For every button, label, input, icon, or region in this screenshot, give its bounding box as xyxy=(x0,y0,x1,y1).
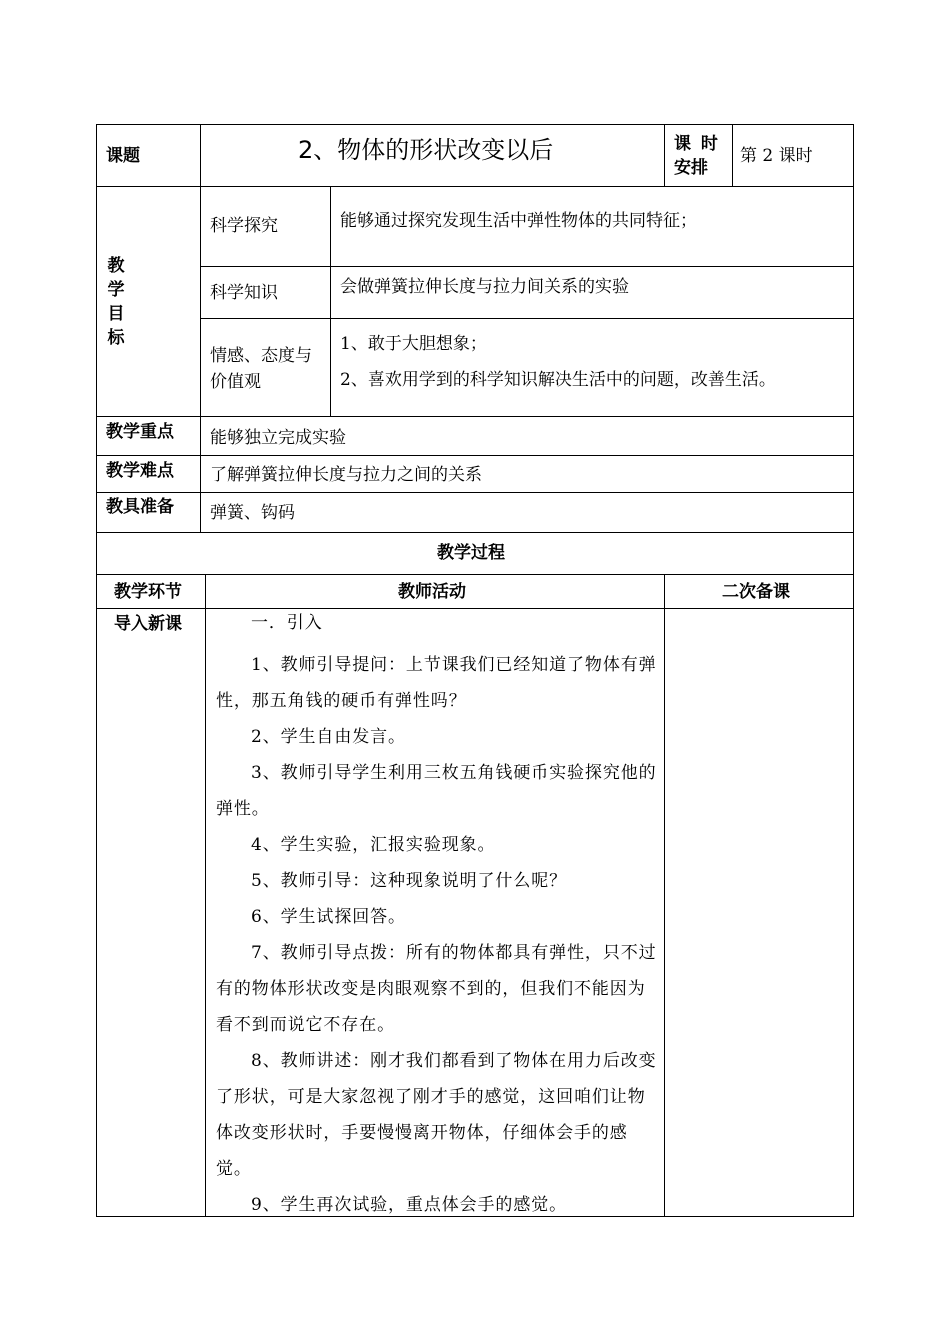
table-rule xyxy=(200,124,201,533)
activity-paragraph: 3、教师引导学生利用三枚五角钱硬币实验探究他的弹性。 xyxy=(216,763,657,819)
table-rule xyxy=(96,124,854,125)
goal-category: 科学探究 xyxy=(210,216,278,236)
table-rule xyxy=(96,574,854,575)
goal-category: 情感、态度与 xyxy=(210,346,312,366)
topic-label: 课题 xyxy=(106,146,140,166)
goal-category: 科学知识 xyxy=(210,283,278,303)
activity-paragraph: 一．引入 xyxy=(251,613,323,633)
table-rule xyxy=(853,124,854,1217)
teacher-activity xyxy=(216,611,661,1223)
activity-paragraph: 2、学生自由发言。 xyxy=(251,727,406,747)
goal-content: 2、喜欢用学到的科学知识解决生活中的问题，改善生活。 xyxy=(340,370,776,390)
lesson-title: 2、物体的形状改变以后 xyxy=(298,136,554,164)
goal-content: 会做弹簧拉伸长度与拉力间关系的实验 xyxy=(340,277,629,297)
activity-paragraph: 8、教师讲述：刚才我们都看到了物体在用力后改变了形状，可是大家忽视了刚才手的感觉，这回咱们让物体改变形状时，手要慢慢离开物体，仔细体会手的感觉。 xyxy=(216,1051,657,1179)
table-rule xyxy=(664,124,665,187)
materials-value: 弹簧、钩码 xyxy=(210,503,295,523)
schedule-label: 安排 xyxy=(674,158,708,178)
table-rule xyxy=(664,574,665,1217)
table-rule xyxy=(205,574,206,1217)
table-rule xyxy=(96,124,97,1217)
table-rule xyxy=(200,318,854,319)
activity-paragraph: 4、学生实验，汇报实验现象。 xyxy=(251,835,496,855)
difficulty-label: 教学难点 xyxy=(106,461,174,481)
schedule-label: 课 时 xyxy=(674,134,720,154)
stage-name: 导入新课 xyxy=(114,614,182,634)
activity-paragraph: 6、学生试探回答。 xyxy=(251,907,406,927)
focus-value: 能够独立完成实验 xyxy=(210,428,346,448)
table-rule xyxy=(330,186,331,417)
column-header-second-prep: 二次备课 xyxy=(722,582,790,602)
focus-label: 教学重点 xyxy=(106,422,174,442)
schedule-value: 第 2 课时 xyxy=(740,146,813,166)
column-header-teacher: 教师活动 xyxy=(398,582,466,602)
goal-category: 价值观 xyxy=(210,372,261,392)
activity-paragraph: 5、教师引导：这种现象说明了什么呢？ xyxy=(251,871,568,891)
goals-label: 教学目标 xyxy=(107,256,125,348)
table-rule xyxy=(732,124,733,187)
materials-label: 教具准备 xyxy=(106,497,174,517)
activity-paragraph: 7、教师引导点拨：所有的物体都具有弹性，只不过有的物体形状改变是肉眼观察不到的，但我们不能因为看不到而说它不存在。 xyxy=(216,943,657,1035)
table-rule xyxy=(96,455,854,456)
column-header-stage: 教学环节 xyxy=(114,582,182,602)
table-rule xyxy=(96,416,854,417)
table-rule xyxy=(200,266,854,267)
goal-content: 1、敢于大胆想象； xyxy=(340,334,487,354)
table-rule xyxy=(96,492,854,493)
difficulty-value: 了解弹簧拉伸长度与拉力之间的关系 xyxy=(210,465,482,485)
table-rule xyxy=(96,532,854,533)
table-rule xyxy=(96,186,854,187)
table-rule xyxy=(96,608,854,609)
goal-content: 能够通过探究发现生活中弹性物体的共同特征； xyxy=(340,211,697,231)
process-title: 教学过程 xyxy=(437,543,505,563)
activity-paragraph: 1、教师引导提问：上节课我们已经知道了物体有弹性，那五角钱的硬币有弹性吗？ xyxy=(216,655,657,711)
activity-paragraph: 9、学生再次试验，重点体会手的感觉。 xyxy=(251,1195,568,1215)
